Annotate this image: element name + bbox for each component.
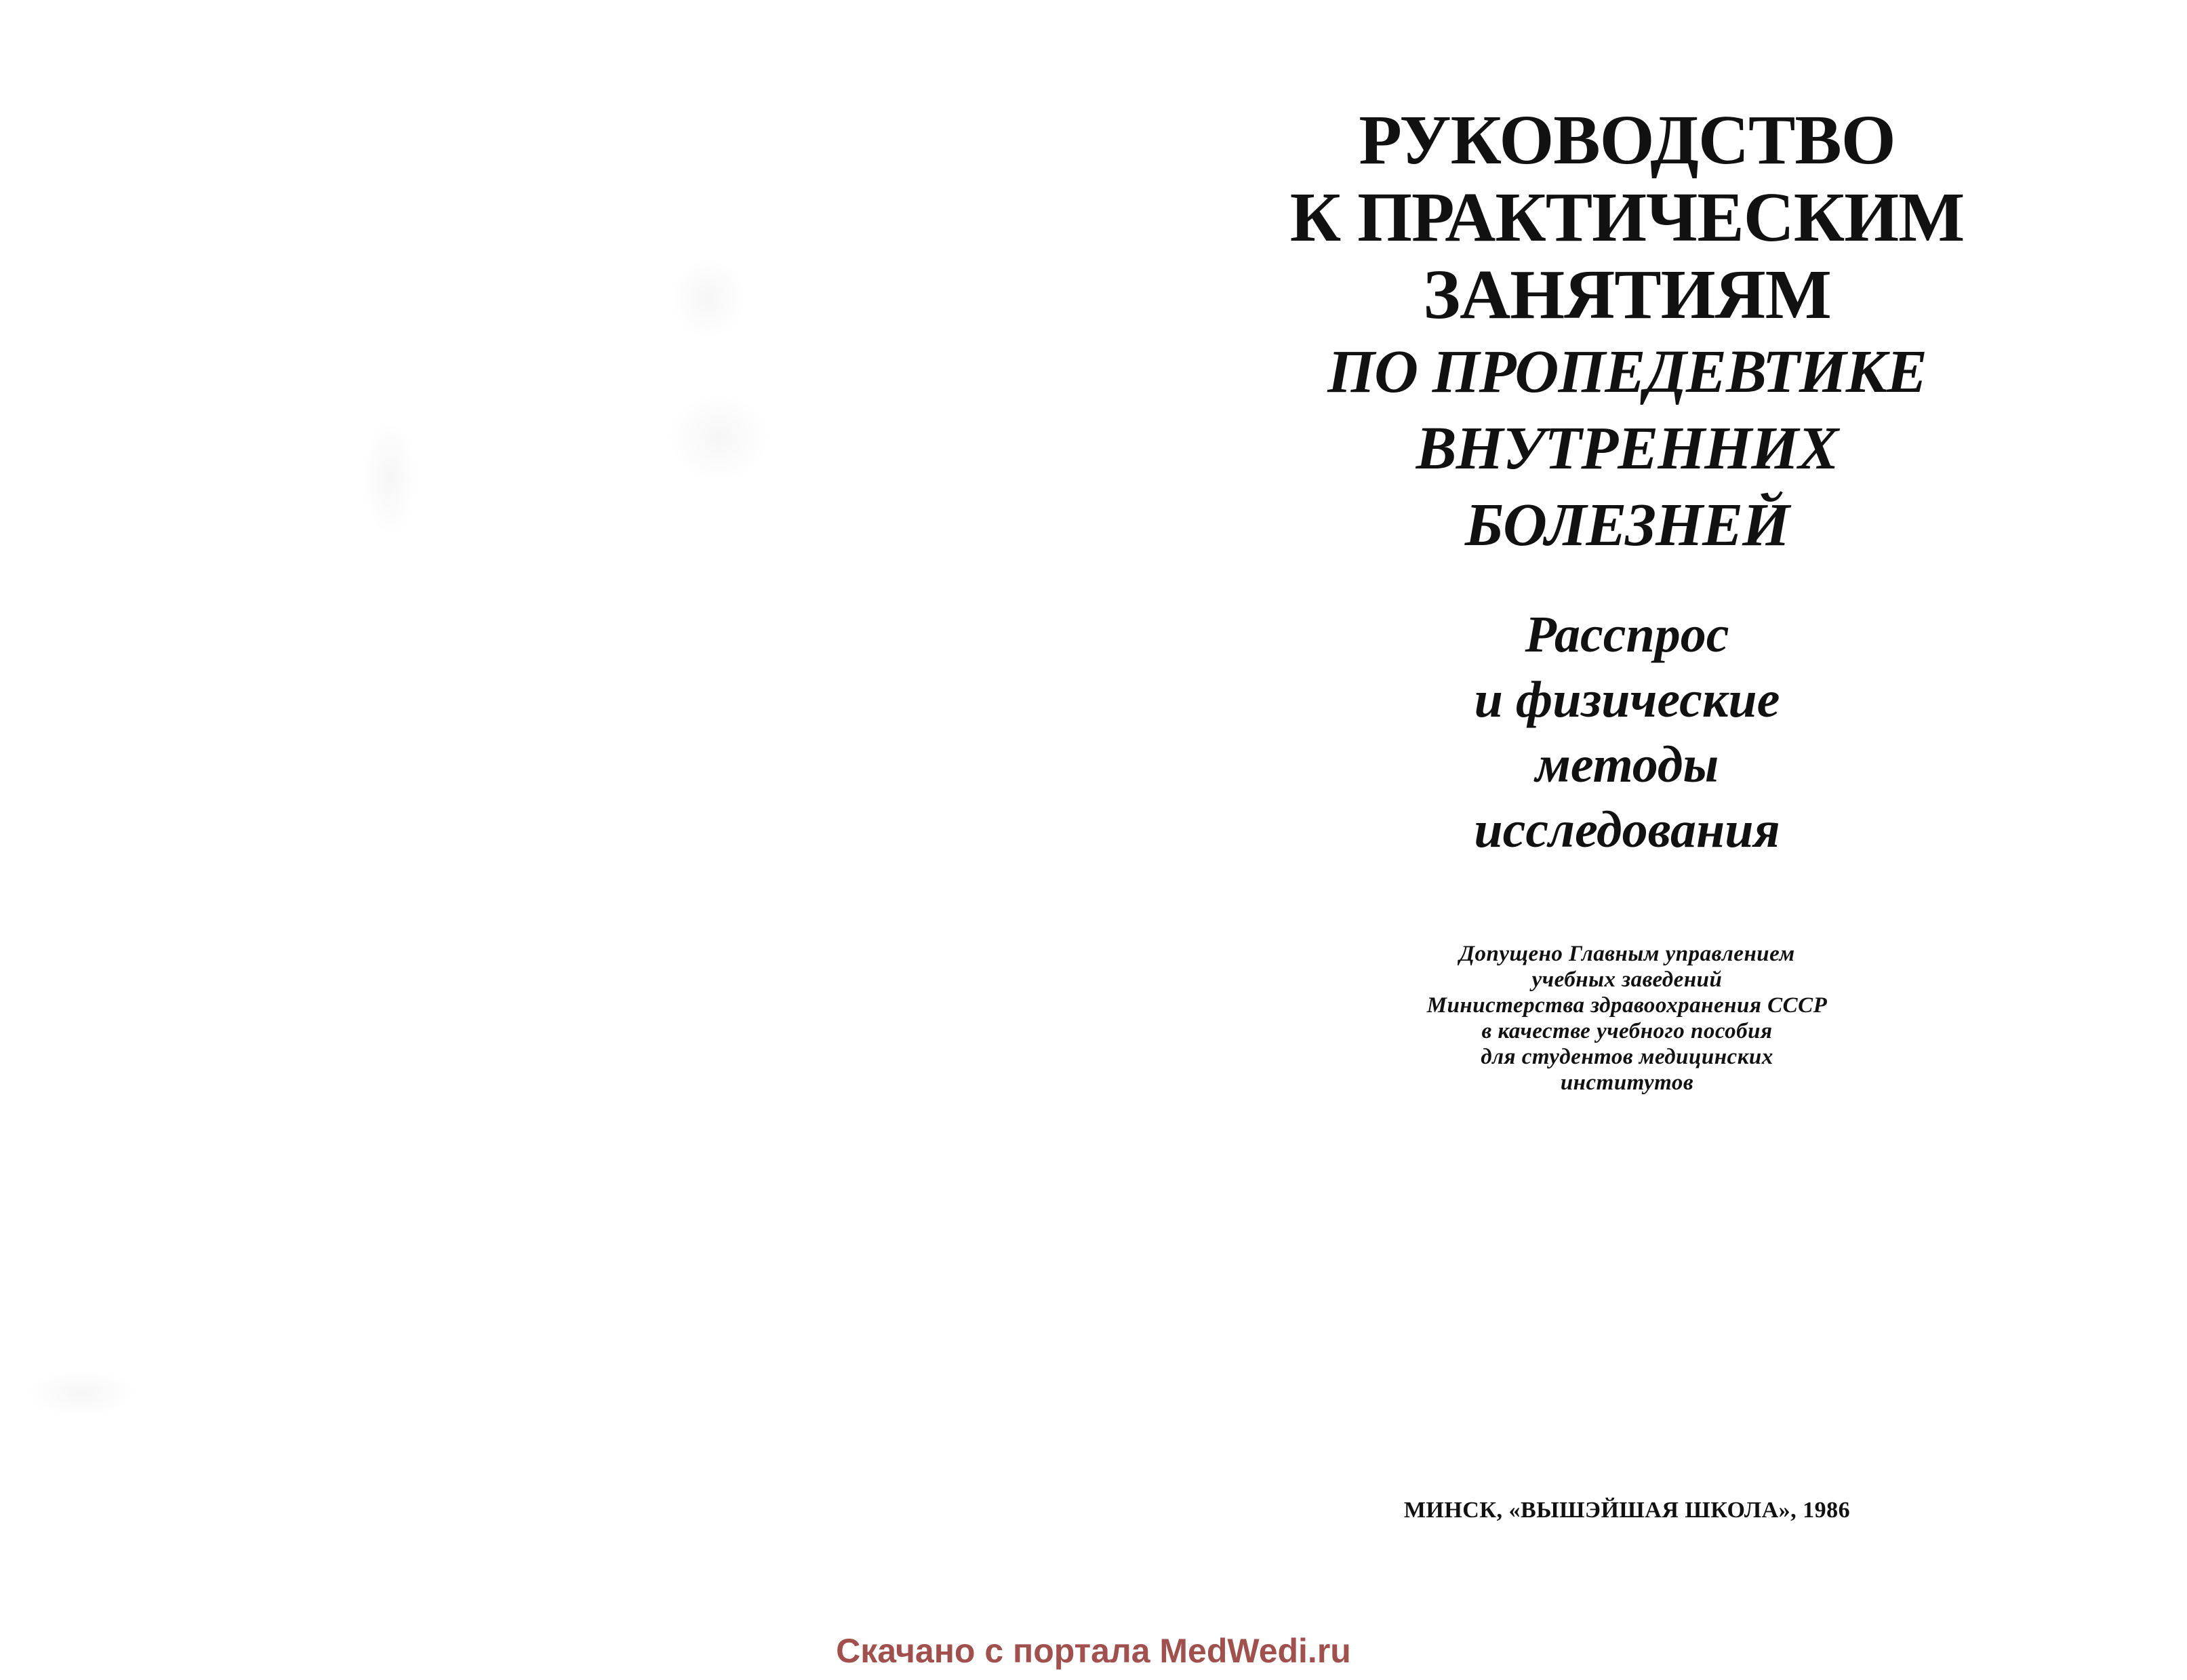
title-line: ПО ПРОПЕДЕВТИКЕ <box>1327 338 1927 405</box>
book-subtitle <box>1220 602 2034 862</box>
title-line: БОЛЕЗНЕЙ <box>1464 492 1790 559</box>
book-title <box>1220 102 2034 563</box>
subtitle-line: и физические <box>1474 671 1780 728</box>
subtitle-line: методы <box>1535 736 1719 793</box>
subtitle-line: Расспрос <box>1525 606 1729 663</box>
page-smudge <box>363 420 417 536</box>
title-line: РУКОВОДСТВО <box>1359 101 1895 179</box>
approval-line: для студентов медицинских <box>1481 1045 1773 1069</box>
approval-line: учебных заведений <box>1531 967 1723 992</box>
title-line: ВНУТРЕННИХ <box>1416 415 1839 482</box>
approval-line: институтов <box>1560 1071 1694 1095</box>
subtitle-line: исследования <box>1474 801 1780 858</box>
page-smudge <box>671 258 746 339</box>
title-line: К ПРАКТИЧЕСКИМ <box>1289 178 1965 256</box>
title-page <box>1220 0 2034 1680</box>
approval-line: Допущено Главным управлением <box>1459 942 1795 966</box>
title-line: ЗАНЯТИЯМ <box>1423 256 1831 334</box>
left-page-blank <box>0 0 1085 1680</box>
page-smudge <box>27 1369 136 1417</box>
download-watermark: Скачано с портала MedWedi.ru <box>836 1632 1351 1670</box>
approval-line: в качестве учебного пособия <box>1481 1019 1773 1043</box>
approval-line: Министерства здравоохранения СССР <box>1426 993 1828 1018</box>
page-smudge <box>668 393 769 481</box>
approval-notice <box>1220 941 2034 1096</box>
publisher-imprint: МИНСК, «ВЫШЭЙШАЯ ШКОЛА», 1986 <box>1403 1498 1851 1523</box>
